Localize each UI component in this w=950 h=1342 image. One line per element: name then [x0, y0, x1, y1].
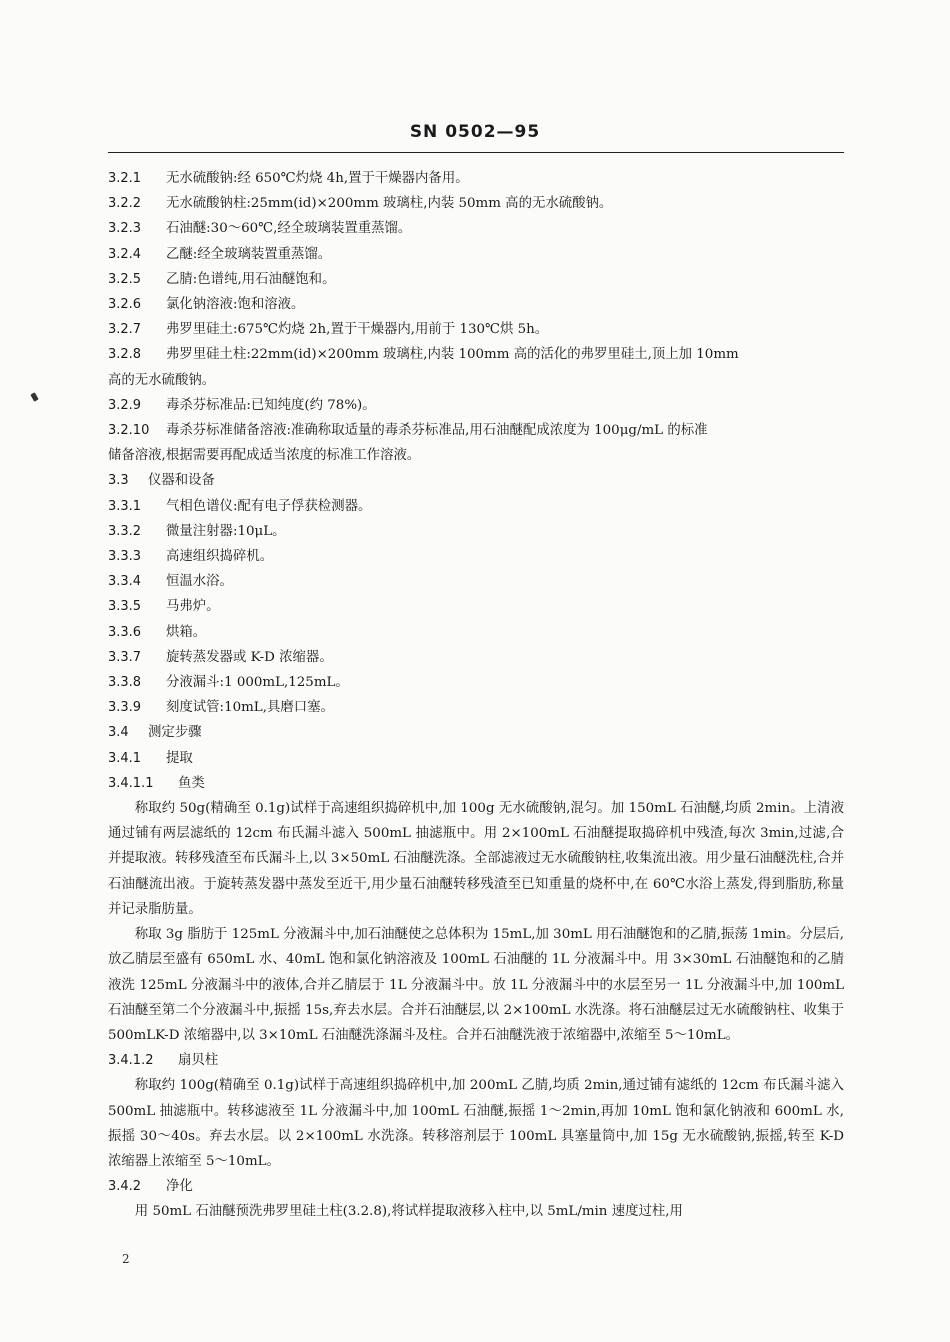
item-3-3-3: 3.3.3 高速组织捣碎机。	[108, 549, 274, 565]
paragraph-fish-extraction-2: 称取 3g 脂肪于 125mL 分液漏斗中,加石油醚使之总体积为 15mL,加 30mL 用石油醚饱和的乙腈,振荡 1min。分层后,放乙腈层至盛有 650mL 水、40mL 饱和氯化钠溶液及 100mL 石油醚的 1L 分液漏斗中。用 3×30mL 石油醚饱和的乙腈液洗 125mL 分液漏斗中的液体,合并乙腈层于 1L 分液漏斗中。放 1L 分液漏斗中的水层至另一 1L 分液漏斗中,加 100mL 石油醚至第二个分液漏斗中,振摇 15s,弃去水层。合并石油醚层,以 2×100mL 水洗涤。将石油醚层过无水硫酸钠柱、收集于 500mLK-D 浓缩器中,以 3×10mL 石油醚洗涤漏斗及柱。合并石油醚洗液于浓缩器中,浓缩至 5～10mL。	[108, 927, 844, 1043]
item-3-2-1: 3.2.1 无水硫酸钠:经 650℃灼烧 4h,置于干燥器内备用。	[108, 171, 469, 186]
section-3-4: 3.4 测定步骤	[108, 725, 202, 741]
item-3-2-7: 3.2.7 弗罗里硅土:675℃灼烧 2h,置于干燥器内,用前于 130℃烘 5h。	[108, 322, 549, 338]
item-3-2-3: 3.2.3 石油醚:30～60℃,经全玻璃装置重蒸馏。	[108, 221, 412, 237]
item-3-3-4: 3.3.4 恒温水浴。	[108, 574, 233, 590]
scan-speck	[30, 392, 38, 401]
item-3-3-5: 3.3.5 马弗炉。	[108, 599, 220, 615]
item-3-4-2: 3.4.2 净化	[108, 1179, 193, 1195]
item-3-2-10-continued: 储备溶液,根据需要再配成适当浓度的标准工作溶液。	[108, 448, 421, 464]
item-3-3-8: 3.3.8 分液漏斗:1 000mL,125mL。	[108, 675, 349, 691]
section-3-3: 3.3 仪器和设备	[108, 473, 215, 489]
item-3-2-8-continued: 高的无水硫酸钠。	[108, 372, 216, 388]
item-3-3-2: 3.3.2 微量注射器:10μL。	[108, 523, 286, 539]
item-3-4-1-2: 3.4.1.2 扇贝柱	[108, 1053, 219, 1069]
page-number: 2	[122, 1252, 130, 1266]
item-3-2-8: 3.2.8 弗罗里硅土柱:22mm(id)×200mm 玻璃柱,内装 100mm 高的活化的弗罗里硅土,顶上加 10mm	[108, 347, 739, 363]
item-3-3-1: 3.3.1 气相色谱仪:配有电子俘获检测器。	[108, 498, 372, 514]
document-body	[108, 166, 844, 1225]
item-3-2-10: 3.2.10 毒杀芬标准储备溶液:准确称取适量的毒杀芬标准品,用石油醚配成浓度为 100μg/mL 的标准	[108, 423, 708, 439]
item-3-2-6: 3.2.6 氯化钠溶液:饱和溶液。	[108, 297, 305, 313]
item-3-3-9: 3.3.9 刻度试管:10mL,具磨口塞。	[108, 700, 334, 716]
item-3-2-9: 3.2.9 毒杀芬标准品:已知纯度(约 78%)。	[108, 397, 376, 413]
paragraph-fish-extraction-1: 称取约 50g(精确至 0.1g)试样于高速组织捣碎机中,加 100g 无水硫酸钠,混匀。加 150mL 石油醚,均质 2min。上清液通过铺有两层滤纸的 12cm 布氏漏斗滤入 500mL 抽滤瓶中。用 2×100mL 石油醚提取捣碎机中残渣,每次 3min,过滤,合并提取液。转移残渣至布氏漏斗上,以 3×50mL 石油醚洗涤。全部滤液过无水硫酸钠柱,收集流出液。用少量石油醚洗柱,合并石油醚流出液。于旋转蒸发器中蒸发至近干,用少量石油醚转移残渣至已知重量的烧杯中,在 60℃水浴上蒸发,得到脂肪,称量并记录脂肪量。	[108, 801, 844, 917]
item-3-3-7: 3.3.7 旋转蒸发器或 K-D 浓缩器。	[108, 649, 333, 665]
item-3-2-2: 3.2.2 无水硫酸钠柱:25mm(id)×200mm 玻璃柱,内装 50mm 高的无水硫酸钠。	[108, 196, 613, 212]
item-3-2-4: 3.2.4 乙醚:经全玻璃装置重蒸馏。	[108, 246, 332, 262]
paragraph-scallop-extraction: 称取约 100g(精确至 0.1g)试样于高速组织捣碎机中,加 200mL 乙腈,均质 2min,通过铺有滤纸的 12cm 布氏漏斗滤入 500mL 抽滤瓶中。转移滤液至 1L 分液漏斗中,加 100mL 石油醚,振摇 1～2min,再加 10mL 饱和氯化钠液和 600mL 水,振摇 30～40s。弃去水层。以 2×100mL 水洗涤。转移溶剂层于 100mL 具塞量筒中,加 15g 无水硫酸钠,振摇,转至 K-D 浓缩器上浓缩至 5～10mL。	[108, 1078, 844, 1169]
item-3-3-6: 3.3.6 烘箱。	[108, 624, 207, 640]
item-3-4-1-1: 3.4.1.1 鱼类	[108, 775, 205, 791]
page-header-title: SN 0502—95	[409, 122, 541, 142]
paragraph-cleanup: 用 50mL 石油醚预洗弗罗里硅土柱(3.2.8),将试样提取液移入柱中,以 5mL/min 速度过柱,用	[134, 1204, 683, 1220]
header-rule	[108, 152, 844, 153]
item-3-2-5: 3.2.5 乙腈:色谱纯,用石油醚饱和。	[108, 271, 336, 287]
item-3-4-1: 3.4.1 提取	[108, 750, 193, 766]
